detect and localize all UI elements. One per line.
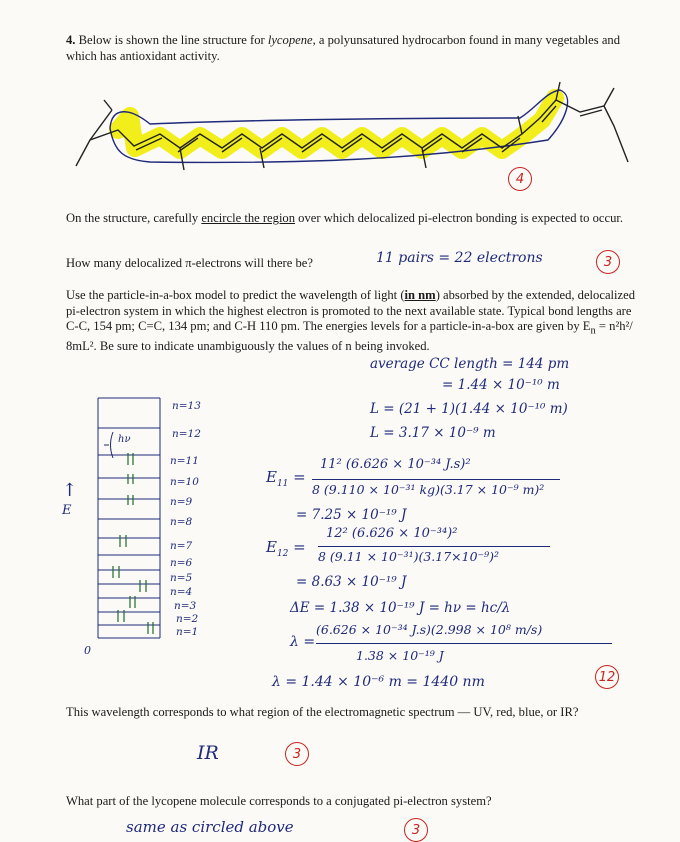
energy-label: E (62, 503, 72, 518)
score-region: 3 (285, 742, 309, 766)
level-2: n=2 (176, 613, 199, 625)
delocalized-highlight (118, 98, 555, 150)
answer-delta-e: ΔE = 1.38 × 10⁻¹⁹ J = hν = hc/λ (290, 600, 511, 616)
e12-fraction-bar (318, 546, 550, 547)
e11-fraction-bar (312, 479, 560, 480)
answer-e12-numerator: 12² (6.626 × 10⁻³⁴)² (326, 526, 458, 541)
question-intro: 4. Below is shown the line structure for lycopene, a polyunsatured hydrocarbon found in many vegetables and which has antioxidant activity. (66, 33, 621, 63)
answer-e11-denominator: 8 (9.110 × 10⁻³¹ kg)(3.17 × 10⁻⁹ m)² (312, 482, 545, 497)
question-number: 4. (66, 33, 76, 47)
answer-e11-value: = 7.25 × 10⁻¹⁹ J (296, 507, 407, 523)
answer-lambda-lhs: λ = (290, 634, 316, 650)
answer-conjugated: same as circled above (126, 818, 294, 836)
level-9: n=9 (170, 496, 193, 508)
level-12: n=12 (172, 428, 201, 440)
level-1: n=1 (176, 626, 199, 638)
answer-e11-numerator: 11² (6.626 × 10⁻³⁴ J.s)² (320, 457, 471, 472)
score-structure: 4 (508, 167, 532, 191)
level-7: n=7 (170, 540, 193, 552)
answer-box-length-value: L = 3.17 × 10⁻⁹ m (370, 425, 496, 441)
answer-lambda-denominator: 1.38 × 10⁻¹⁹ J (356, 648, 444, 663)
answer-region: IR (197, 742, 219, 764)
answer-e11-lhs: $E_{11}$ = (266, 468, 306, 489)
level-11: n=11 (170, 455, 199, 467)
lycopene-structure (0, 0, 680, 200)
answer-pairs: 11 pairs = 22 electrons (376, 250, 543, 266)
conjugated-prompt: What part of the lycopene molecule corresponds to a conjugated pi-electron system? (66, 794, 492, 808)
level-8: n=8 (170, 516, 193, 528)
energy-arrow: ↑ (62, 480, 78, 501)
pib-prompt: Use the particle-in-a-box model to predict the wavelength of light (in nm) absorbed by the extended, delocalized pi-electron system in which the highest electron is promoted to the next available state. Typical bond lengths are C-C, 154 pm; C=C, 134 pm; and C-H 110 pm. The energies levels for a particle-in-a-box are given by $E_n = n^2h^2/$ 8mL². Be sure to indicate unambiguously the values of n being invoked. (66, 288, 636, 354)
level-5: n=5 (170, 572, 193, 584)
score-electrons: 3 (596, 250, 620, 274)
level-6: n=6 (170, 557, 193, 569)
level-4: n=4 (170, 586, 193, 598)
level-13: n=13 (172, 400, 201, 412)
answer-e12-value: = 8.63 × 10⁻¹⁹ J (296, 574, 407, 590)
answer-e12-lhs: $E_{12}$ = (266, 538, 306, 559)
score-conjugated: 3 (404, 818, 428, 842)
lambda-fraction-bar (316, 643, 612, 644)
level-3: n=3 (174, 600, 197, 612)
level-10: n=10 (170, 476, 199, 488)
answer-lambda-value: λ = 1.44 × 10⁻⁶ m = 1440 nm (272, 674, 485, 690)
answer-average-length: average CC length = 144 pm (370, 356, 570, 372)
zero-label: 0 (84, 644, 91, 657)
howmany-prompt: How many delocalized π-electrons will there be? (66, 256, 313, 270)
answer-lambda-numerator: (6.626 × 10⁻³⁴ J.s)(2.998 × 10⁸ m/s) (316, 622, 543, 637)
answer-e12-denominator: 8 (9.11 × 10⁻³¹)(3.17×10⁻⁹)² (318, 549, 500, 564)
score-wavelength: 12 (595, 665, 619, 689)
hv-label: hν (118, 434, 131, 445)
answer-average-length-si: = 1.44 × 10⁻¹⁰ m (442, 377, 560, 393)
answer-box-length: L = (21 + 1)(1.44 × 10⁻¹⁰ m) (370, 401, 568, 417)
encircle-prompt: On the structure, carefully encircle the region over which delocalized pi-electron bonding is expected to occur. (66, 211, 624, 225)
region-prompt: This wavelength corresponds to what region of the electromagnetic spectrum — UV, red, blue, or IR? (66, 705, 579, 719)
